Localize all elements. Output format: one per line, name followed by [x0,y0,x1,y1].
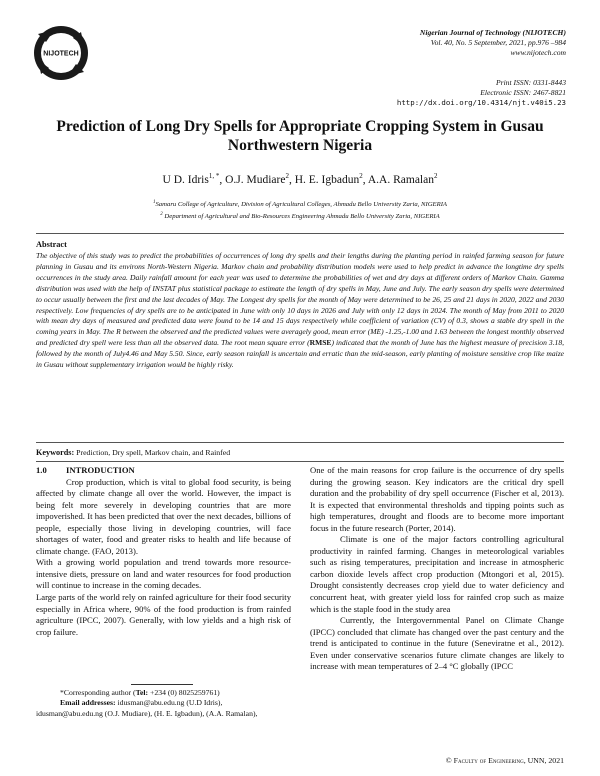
abstract-text: The objective of this study was to predict the probabilities of occurrences of long dry spells and their lengths during the planting period in rainfed farming season for future planning in Gusau and its environs North-Western Nigeria. Markov chain and probability distribution models were used to help predict in advance the longtime dry spells occurrences in the study area. Daily rainfall amount for each year was used to determine the probabilities of wet and dry days at different orders of Markov Chain. Gamma distribution was used with the help of INSTAT plus statistical package to estimate the length of dry spells in May, June and July. The early season dry spells were determined to occur usually between the first and the last decades of May. The Longest dry spells for the month of May were determined to be 26, 25 and 21 days in 2020, 2022 and 2030 respectively. Low frequencies of dry spells are to be anticipated in June with only 10 days in 2026 and July with only 12 days in 2024. The month of May from 2011 to 2020 with mean dry days of measured and predicted data were found to be 14 and 15 days respectively while coefficient of variation (CV) of 0.3, shows a stable dry spell in the coming years in May. The R between the observed and the predicted values were averagely good, mean error (ME) -1.25,-1.00 and 1.63 between the longest monthly observed and predicted dry spell were less than all the observed data. The root mean square error (RMSE) indicated that the month of June has the highest measure of precision 3.18, followed by the month of July4.46 and May 5.50. Since, early season rainfall is uncertain and erratic than the mid-season, early planting of moisture sensitive crop like maize in Gusau without supplementary irrigation would be highly risky. [36,251,564,370]
rule-middle [36,442,564,443]
left-column [36,465,291,638]
affiliation-1: $^1$Samaru College of Agriculture, Division of Agricultural Colleges, Ahmadu Bello University Zaria, NIGERIA [152,200,448,209]
page-footer: © Faculty of Engineering, UNN, 2021 [445,756,564,765]
right-column [310,465,564,673]
print-issn: Print ISSN: 0331-8443 [495,78,566,87]
abstract-heading: Abstract [36,240,67,249]
rule-top [36,233,564,234]
author: A.A. Ramalan$^2$ [367,172,438,186]
logo-text: NIJOTECH [43,50,79,58]
corresponding-line: *Corresponding author (Tel: +234 (0) 8025259761) [60,688,220,697]
affiliations [20,198,580,221]
email-line: Email addresses: idusman@abu.edu.ng (U.D Idris), idusman@abu.edu.ng (O.J. Mudiare), (H. E. Igbadun), (A.A. Ramalan), [36,698,258,718]
keywords-label: Keywords: [36,448,75,457]
intro-paragraph-2: With a growing world population and trend towards more resource-intensive diets, pressure on land and water resources for food production will continue to increase in the coming decades. [36,557,291,591]
keywords [36,448,564,457]
journal-logo [32,24,90,82]
keywords-text: Prediction, Dry spell, Markov chain, and Rainfed [74,448,231,457]
intro-paragraph-5: Climate is one of the major factors controlling agricultural productivity in rainfed farming. Changes in meteorological variables such as rising temperatures, precipitation and increase in atmospheric carbon dioxide levels affect crop production (Mtongori et al, 2015). Drought consistently decreases crop yield due to water deficiency and concurrent heat, with greater yield loss for rainfed crop such as maize which is the staple food in the study area [310,534,564,614]
author: U D. Idris$^{1, *}$, [162,172,226,186]
author: O.J. Mudiare$^2$, [225,172,295,186]
intro-paragraph-1: Crop production, which is vital to global food security, is being affected by climate change all over the world. However, the impact is being felt more severely in developing countries that are more impoverished. It has been predicted that over the next decades, billions of people, especially those living in developing countries, will face shortages of water, food and greater risks to health and life because of climate change. (FAO, 2013). [36,476,291,556]
doi-link[interactable]: http://dx.doi.org/10.4314/njt.v40i5.23 [396,98,566,108]
affiliation-2: $^2$ Department of Agricultural and Bio-Resources Engineering Ahmadu Bello University Zaria, NIGERIA [160,211,440,220]
intro-paragraph-3: Large parts of the world rely on rainfed agriculture for their food security especially in Africa where, 90% of the food production is from rainfed agriculture (IPCC, 2007). Generally, with low yields and a high risk of crop failure. [36,592,291,637]
author: H. E. Igbadun$^2$, [294,172,368,186]
intro-heading: 1.0 INTRODUCTION [36,465,135,475]
corresponding-author [36,684,291,719]
electronic-issn: Electronic ISSN: 2467-8821 [480,88,566,98]
journal-name: Nigerian Journal of Technology (NIJOTECH) [419,28,566,37]
footnote-rule [131,684,193,685]
issn-block [397,78,566,109]
rule-keywords [36,461,564,462]
paper-title: Prediction of Long Dry Spells for Appropriate Cropping System in Gusau Northwestern Nigeria [56,118,544,154]
journal-website[interactable]: www.nijotech.com [510,48,566,57]
journal-volume: Vol. 40, No. 5 September, 2021, pp.976 –984 [430,38,566,47]
intro-paragraph-4: One of the main reasons for crop failure is the occurrence of dry spells during the growing season. Key indicators are the critical dry spell duration and the probability of dry spell occurrence (Fischer et al, 2013). It is expected that environmental thresholds and tipping points such as high temperatures, drought and floods are to become more important focus in the future research (Porter, 2014). [310,465,564,533]
intro-paragraph-6: Currently, the Intergovernmental Panel on Climate Change (IPCC) concluded that climate has changed over the past century and the trend is anticipated to continue in the future (Seneviratne et al., 2012). Even under conservative scenarios future climate changes are likely to increase with mean temperatures of 2–4 °C globally (IPCC [310,615,564,672]
journal-header [420,28,566,58]
author-list [20,172,580,186]
